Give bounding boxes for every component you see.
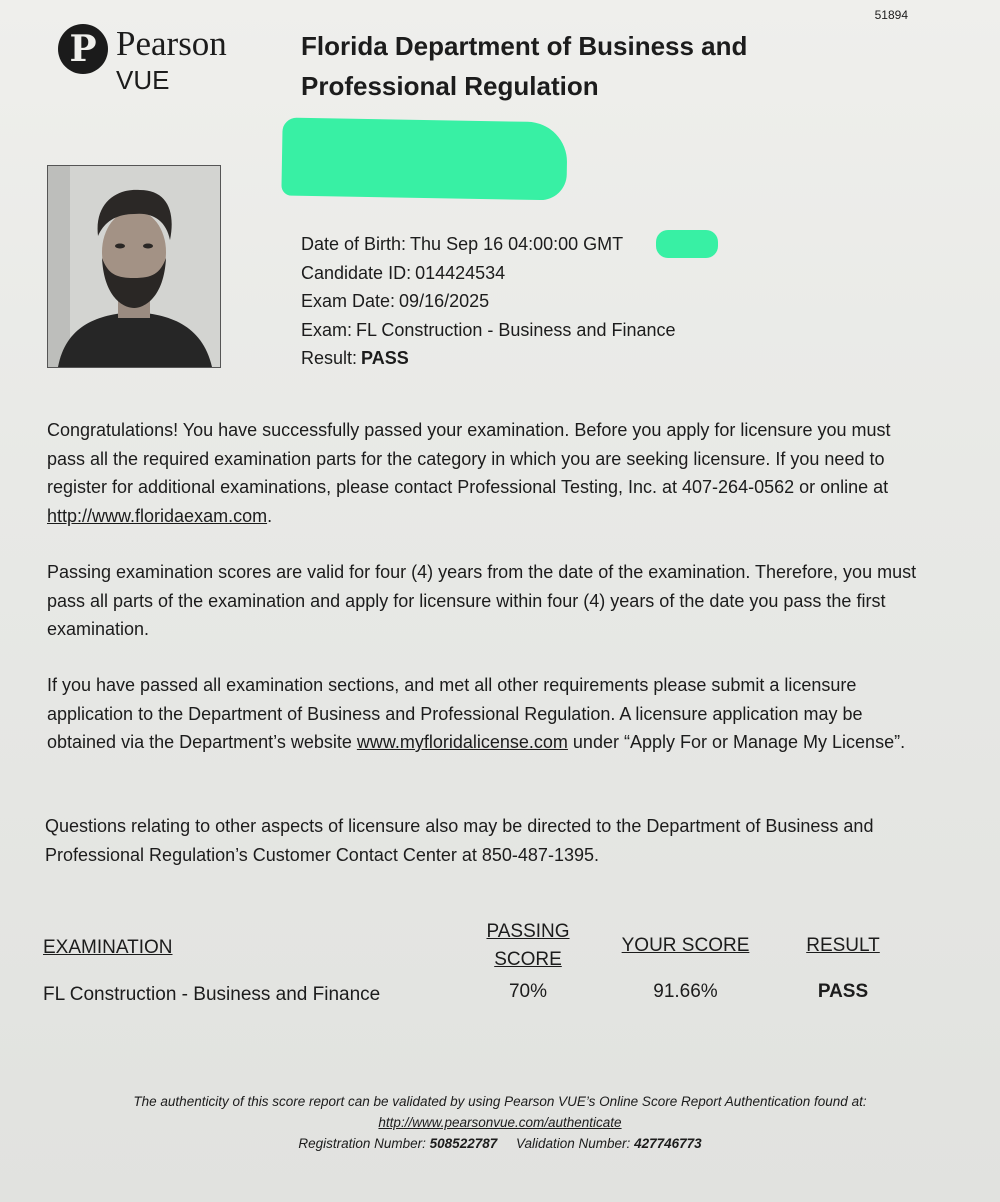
registration-number-label: Registration Number: xyxy=(298,1136,426,1151)
pearson-vue-logo xyxy=(58,24,227,94)
row-your-score: 91.66% xyxy=(653,981,718,1002)
candidate-info xyxy=(301,230,676,373)
exam-label: Exam: xyxy=(301,319,353,340)
result-line xyxy=(301,344,676,373)
footer-numbers xyxy=(40,1133,960,1154)
agency-title: Florida Department of Business and Professional Regulation xyxy=(301,31,748,101)
paragraph-text: If you have passed all examination sections, and met all other requirements please submit a licensure application to the Department of Business and Professional Regulation. A licensure application may be obtained via the Department’s website xyxy=(47,675,863,752)
logo-brand: Pearson xyxy=(116,24,227,63)
exam-value: FL Construction - Business and Finance xyxy=(356,319,676,340)
result-value: PASS xyxy=(361,348,409,368)
paragraph-end: under “Apply For or Manage My License”. xyxy=(567,732,906,752)
footer-note: The authenticity of this score report can be validated by using Pearson VUE’s Online Score Report Authentication found at: xyxy=(133,1094,867,1109)
authentication-footer xyxy=(40,1091,960,1154)
candidate-photo xyxy=(47,165,221,368)
exam-date-label: Exam Date: xyxy=(301,291,396,311)
questions-paragraph xyxy=(45,812,925,869)
pearsonvue-authenticate-link[interactable]: http://www.pearsonvue.com/authenticate xyxy=(378,1115,622,1130)
header-passing-score-line1: PASSING xyxy=(486,921,570,942)
registration-number: 508522787 xyxy=(429,1136,498,1151)
date-of-birth-line xyxy=(301,230,676,259)
floridaexam-link[interactable]: http://www.floridaexam.com xyxy=(47,505,268,526)
myfloridalicense-link[interactable]: www.myfloridalicense.com xyxy=(356,732,568,752)
paragraph-text: Questions relating to other aspects of licensure also may be directed to the Department of Business and Professional Regulation’s Customer Contact Center at 850-487-1395. xyxy=(45,816,874,865)
header-passing-score xyxy=(473,918,583,974)
header-passing-score-line2: SCORE xyxy=(494,949,562,970)
candidate-id-value: 014424534 xyxy=(415,262,506,283)
logo-sub: VUE xyxy=(116,65,170,95)
application-paragraph xyxy=(47,671,927,757)
validity-paragraph xyxy=(47,558,927,644)
header-examination: EXAMINATION xyxy=(43,937,173,958)
paragraph-text: Congratulations! You have successfully passed your examination. Before you apply for licensure you must pass all the required examination parts for the category in which you are seeking licensure. If you need to register for additional examinations, please contact Professional Testing, Inc. at 407-264-0562 or online at xyxy=(47,420,891,497)
validation-number-label: Validation Number: xyxy=(516,1136,631,1151)
exam-line xyxy=(301,316,676,345)
pearson-logo-icon: P xyxy=(58,24,108,74)
row-passing-score: 70% xyxy=(508,981,548,1002)
candidate-photo-image xyxy=(48,166,220,367)
candidate-id-line xyxy=(301,259,676,288)
exam-date-line xyxy=(301,287,676,316)
header-your-score: YOUR SCORE xyxy=(621,935,750,956)
result-label: Result: xyxy=(301,348,358,368)
paragraph-text: Passing examination scores are valid for four (4) years from the date of the examination. Therefore, you must pass all parts of the examination and apply for licensure within four (4) years of the date you pass the first examination. xyxy=(47,562,917,639)
date-of-birth-value: Thu Sep 16 04:00:00 GMT xyxy=(410,234,624,254)
date-of-birth-label: Date of Birth: xyxy=(301,234,407,254)
redaction-mark xyxy=(281,118,567,201)
candidate-id-label: Candidate ID: xyxy=(301,262,412,283)
exam-date-value: 09/16/2025 xyxy=(399,291,490,311)
header-result: RESULT xyxy=(806,935,880,956)
validation-number: 427746773 xyxy=(634,1136,702,1151)
row-examination: FL Construction - Business and Finance xyxy=(43,984,381,1005)
row-result: PASS xyxy=(817,981,869,1002)
paragraph-end: . xyxy=(267,505,273,526)
congratulations-paragraph xyxy=(47,416,927,530)
page-number: 51894 xyxy=(874,8,908,22)
redaction-mark-small xyxy=(656,230,718,258)
